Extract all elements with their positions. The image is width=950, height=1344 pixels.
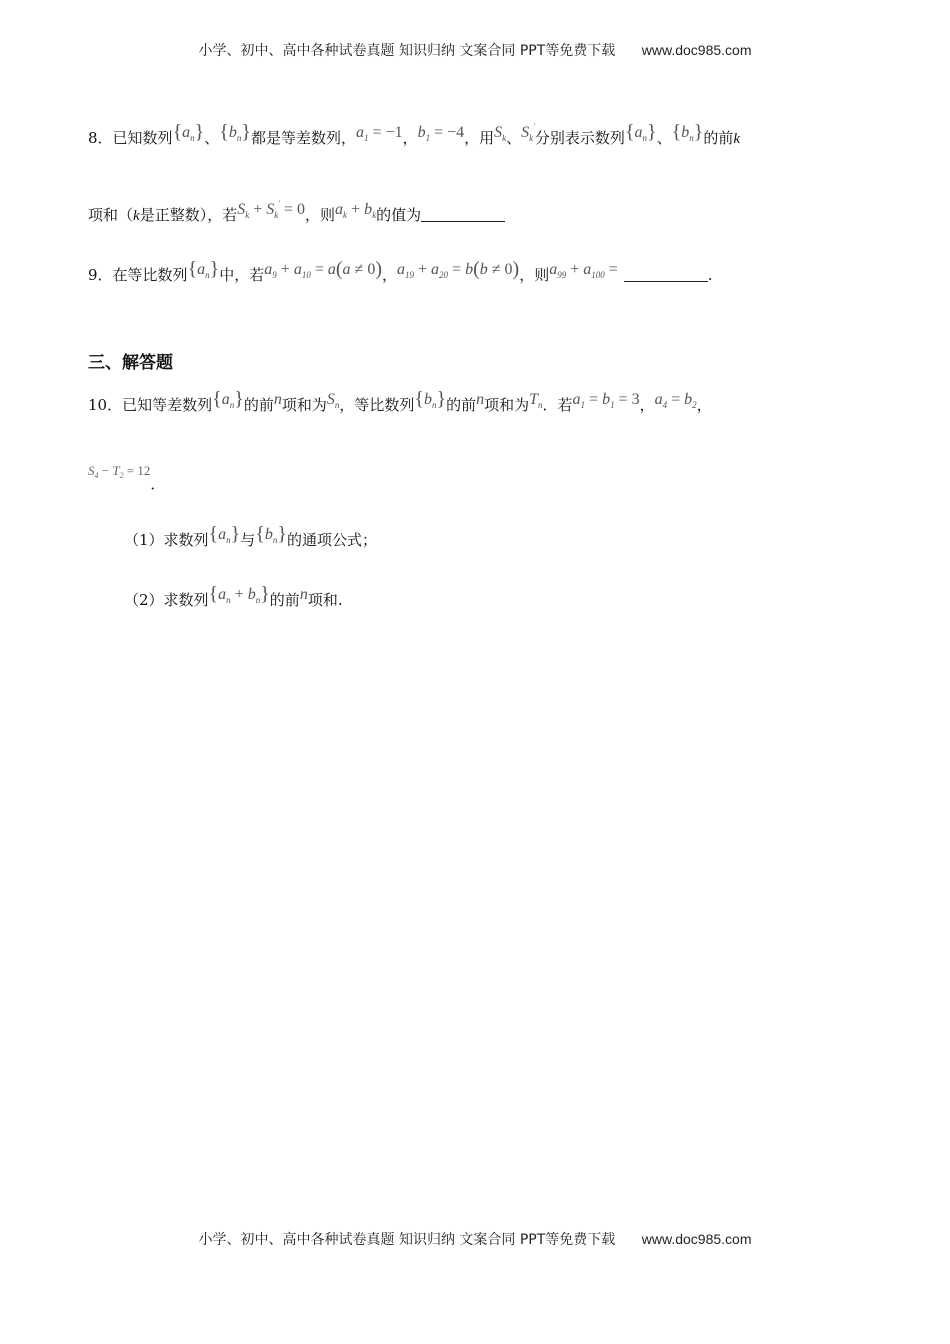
text: 的前 bbox=[703, 129, 734, 147]
text: 与 bbox=[240, 531, 256, 549]
math-Tn: $T_n$ bbox=[529, 391, 543, 410]
math-seq-a: $\{a_n\}$ bbox=[172, 121, 205, 143]
answer-blank[interactable] bbox=[421, 207, 505, 222]
math-a19-a20: $a_{19} + a_{20} = b(b \ne 0)$ bbox=[397, 258, 520, 280]
text: 分别表示数列 bbox=[534, 129, 625, 147]
text: ，则 bbox=[519, 266, 550, 284]
answer-blank[interactable] bbox=[624, 267, 708, 282]
math-S4-T2: $S_4 - T_2 = 12$ bbox=[88, 463, 151, 480]
math-seq-b: $\{b_n\}$ bbox=[414, 388, 447, 410]
text: ， bbox=[639, 396, 655, 414]
text: 的前 bbox=[446, 396, 477, 414]
text: ．若 bbox=[542, 396, 573, 414]
math-ak-bk: $a_k + b_k$ bbox=[335, 201, 377, 220]
question-10-line-1 bbox=[88, 388, 712, 416]
text: 项和为 bbox=[281, 396, 327, 414]
math-seq-a: $\{a_n\}$ bbox=[187, 258, 220, 280]
variable-k: k bbox=[133, 208, 140, 224]
text: 、 bbox=[506, 129, 522, 147]
text: ，等比数列 bbox=[339, 396, 415, 414]
question-8-line-1 bbox=[88, 121, 741, 149]
text: 、 bbox=[204, 129, 220, 147]
math-Sk-prime: $S_k'$ bbox=[521, 122, 535, 143]
text: ， bbox=[381, 266, 397, 284]
page-header bbox=[0, 40, 950, 60]
math-b1: $b_1 = -4$ bbox=[417, 124, 465, 143]
math-seq-a: $\{a_n\}$ bbox=[208, 523, 241, 545]
text: 项和为 bbox=[484, 396, 530, 414]
text: 的通项公式； bbox=[287, 531, 378, 549]
text: 是正整数），若 bbox=[139, 206, 238, 224]
math-Sk: $S_k$ bbox=[494, 124, 507, 143]
question-10-number: 10． bbox=[88, 396, 123, 414]
question-8-number: 8． bbox=[88, 129, 113, 147]
math-seq-a-plus-b: $\{a_n + b_n\}$ bbox=[208, 583, 270, 605]
text: 已知数列 bbox=[112, 129, 173, 147]
math-sum-condition: $S_k + S_k' = 0$ bbox=[237, 199, 306, 220]
text: 项和. bbox=[307, 591, 343, 609]
question-9-line bbox=[88, 258, 713, 286]
sub-question-2 bbox=[124, 583, 343, 611]
text: ． bbox=[150, 475, 166, 493]
sub-question-1 bbox=[124, 523, 378, 551]
text: ， bbox=[402, 129, 418, 147]
text: 项和（ bbox=[88, 206, 134, 224]
math-seq-b-2: $\{b_n\}$ bbox=[671, 121, 704, 143]
math-n: n bbox=[299, 586, 308, 603]
text: . bbox=[707, 266, 713, 284]
text: 的值为 bbox=[376, 206, 422, 224]
page-footer bbox=[0, 1229, 950, 1249]
text: 的前 bbox=[243, 396, 274, 414]
footer-text: 小学、初中、高中各种试卷真题 知识归纳 文案合同 PPT等免费下载 bbox=[198, 1232, 616, 1248]
math-seq-a-2: $\{a_n\}$ bbox=[624, 121, 657, 143]
text: 的前 bbox=[269, 591, 300, 609]
math-a1: $a_1 = -1$ bbox=[356, 124, 403, 143]
text: 都是等差数列， bbox=[251, 129, 357, 147]
text: 中，若 bbox=[219, 266, 265, 284]
variable-k: k bbox=[733, 131, 741, 147]
footer-url-link[interactable]: www.doc985.com bbox=[641, 1231, 752, 1247]
question-10-line-2 bbox=[88, 460, 166, 493]
math-seq-a: $\{a_n\}$ bbox=[212, 388, 244, 410]
header-url-link[interactable]: www.doc985.com bbox=[641, 42, 752, 58]
math-Sn: $S_n$ bbox=[326, 391, 340, 410]
math-a9-a10: $a_9 + a_{10} = a(a \ne 0)$ bbox=[264, 258, 382, 280]
math-a99-a100: $a_{99} + a_{100}$ = bbox=[549, 261, 618, 280]
text: ， bbox=[696, 396, 712, 414]
header-text: 小学、初中、高中各种试卷真题 知识归纳 文案合同 PPT等免费下载 bbox=[198, 43, 616, 59]
section-title: 三、解答题 bbox=[88, 353, 173, 373]
question-8-line-2 bbox=[88, 199, 505, 226]
math-seq-b: $\{b_n\}$ bbox=[255, 523, 287, 545]
text: 已知等差数列 bbox=[122, 396, 213, 414]
math-a4-b2: $a_4 = b_2$ bbox=[654, 391, 697, 410]
math-n: n bbox=[273, 391, 282, 408]
text: 、 bbox=[656, 129, 672, 147]
math-a1-b1: $a_1 = b_1 = 3$ bbox=[572, 391, 640, 410]
text: 在等比数列 bbox=[112, 266, 188, 284]
math-seq-b: $\{b_n\}$ bbox=[219, 121, 252, 143]
text: （2）求数列 bbox=[124, 591, 209, 609]
text: （1）求数列 bbox=[124, 531, 209, 549]
text: ，用 bbox=[464, 129, 495, 147]
text: ，则 bbox=[305, 206, 336, 224]
question-9-number: 9． bbox=[88, 266, 113, 284]
math-n: n bbox=[476, 391, 485, 408]
